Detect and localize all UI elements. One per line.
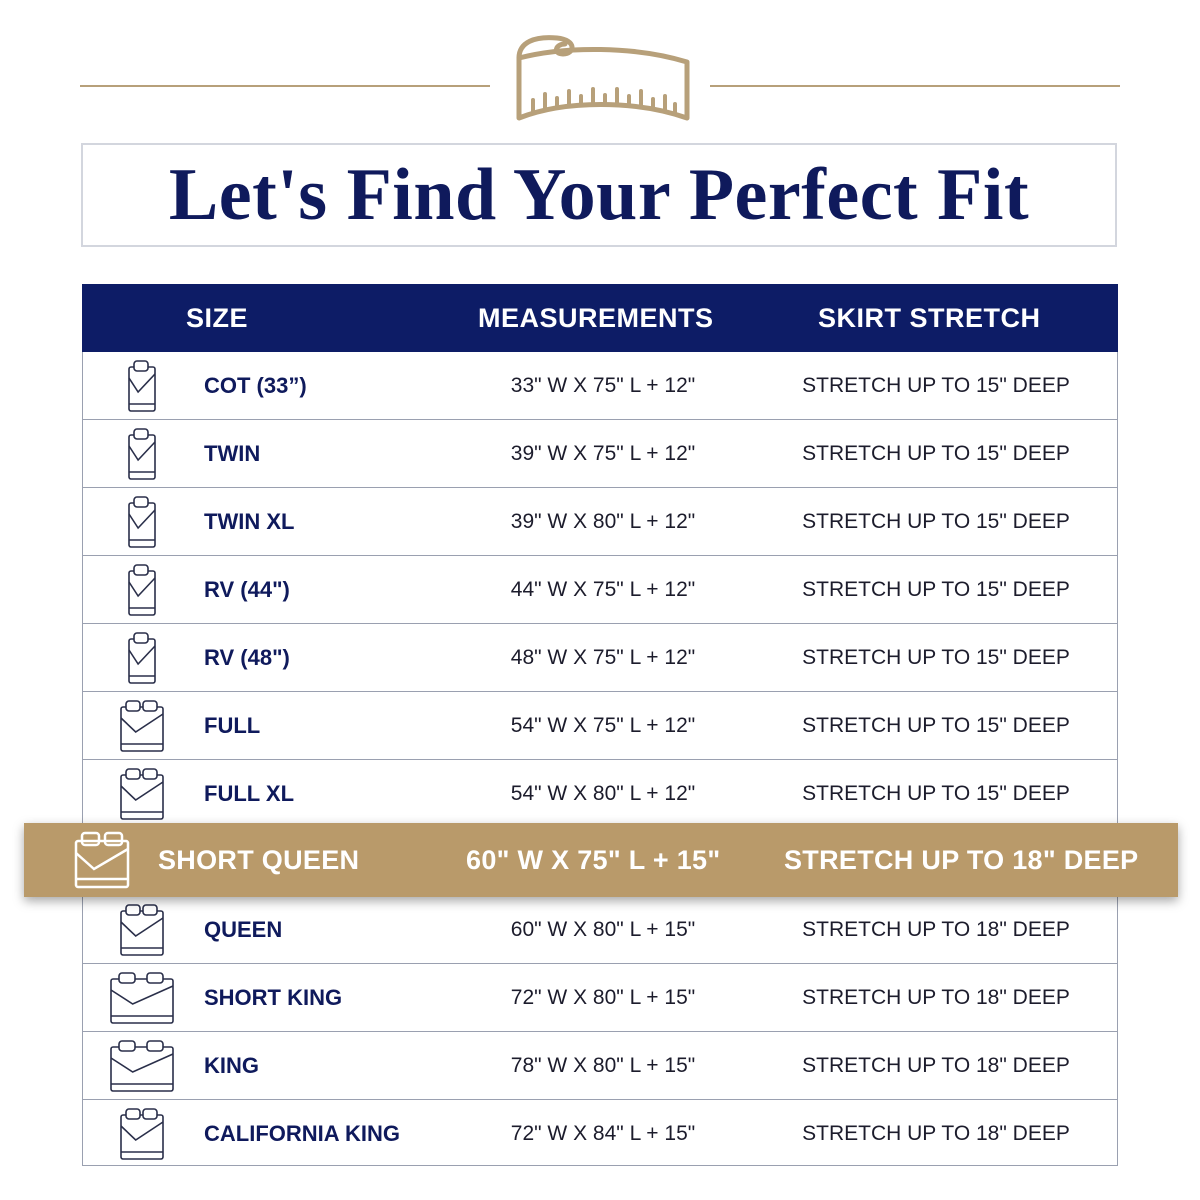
cell-size: RV (48") bbox=[204, 645, 290, 670]
single-bed-icon bbox=[103, 630, 181, 686]
cell-skirt-stretch: STRETCH UP TO 18" DEEP bbox=[802, 986, 1070, 1009]
table-row bbox=[83, 760, 1117, 828]
cell-measurements: 60" W X 80" L + 15" bbox=[510, 918, 696, 941]
title-box bbox=[81, 143, 1117, 247]
double-bed-icon bbox=[103, 766, 181, 822]
cell-size: TWIN bbox=[204, 441, 261, 466]
cell-skirt-stretch: STRETCH UP TO 15" DEEP bbox=[802, 510, 1070, 533]
cell-skirt-stretch: STRETCH UP TO 18" DEEP bbox=[802, 918, 1070, 941]
cell-size: KING bbox=[204, 1053, 259, 1078]
header-skirt-stretch: SKIRT STRETCH bbox=[818, 303, 1041, 333]
cell-size: RV (44") bbox=[204, 577, 290, 602]
table-header bbox=[82, 284, 1118, 352]
wide-bed-icon bbox=[103, 1038, 181, 1094]
cell-measurements: 72" W X 80" L + 15" bbox=[510, 986, 696, 1009]
cell-size: COT (33”) bbox=[204, 373, 307, 398]
cell-size: QUEEN bbox=[204, 917, 283, 942]
table-row bbox=[83, 1032, 1117, 1100]
table-row bbox=[83, 352, 1117, 420]
divider-left bbox=[80, 85, 490, 87]
cell-measurements: 48" W X 75" L + 12" bbox=[510, 646, 696, 669]
cell-measurements: 39" W X 75" L + 12" bbox=[510, 442, 696, 465]
page-title: Let's Find Your Perfect Fit bbox=[168, 153, 1030, 236]
cell-skirt-stretch: STRETCH UP TO 15" DEEP bbox=[802, 442, 1070, 465]
table-row bbox=[83, 488, 1117, 556]
double-bed-icon bbox=[103, 1106, 181, 1162]
cell-skirt-stretch: STRETCH UP TO 15" DEEP bbox=[802, 578, 1070, 601]
single-bed-icon bbox=[103, 426, 181, 482]
single-bed-icon bbox=[103, 562, 181, 618]
cell-size: FULL bbox=[204, 713, 261, 738]
cell-skirt-stretch: STRETCH UP TO 15" DEEP bbox=[802, 374, 1070, 397]
single-bed-icon bbox=[103, 494, 181, 550]
table-row bbox=[83, 420, 1117, 488]
cell-skirt-stretch: STRETCH UP TO 18" DEEP bbox=[802, 1122, 1070, 1145]
cell-measurements: 72" W X 84" L + 15" bbox=[510, 1122, 696, 1145]
highlight-size: SHORT QUEEN bbox=[158, 845, 360, 875]
cell-measurements: 54" W X 75" L + 12" bbox=[510, 714, 696, 737]
cell-measurements: 54" W X 80" L + 12" bbox=[510, 782, 696, 805]
single-bed-icon bbox=[103, 358, 181, 414]
cell-measurements: 39" W X 80" L + 12" bbox=[510, 510, 696, 533]
table-row bbox=[83, 556, 1117, 624]
highlight-skirt-stretch: STRETCH UP TO 18" DEEP bbox=[784, 845, 1139, 875]
highlight-measurements: 60" W X 75" L + 15" bbox=[466, 845, 721, 875]
double-bed-icon bbox=[70, 829, 134, 891]
header-size: SIZE bbox=[186, 303, 249, 333]
divider-right bbox=[710, 85, 1120, 87]
cell-size: SHORT KING bbox=[204, 985, 343, 1010]
double-bed-icon bbox=[103, 698, 181, 754]
cell-size: CALIFORNIA KING bbox=[204, 1121, 400, 1146]
measuring-tape-icon bbox=[505, 28, 695, 128]
cell-skirt-stretch: STRETCH UP TO 15" DEEP bbox=[802, 782, 1070, 805]
cell-size: TWIN XL bbox=[204, 509, 295, 534]
table-row bbox=[83, 692, 1117, 760]
table-row bbox=[83, 896, 1117, 964]
table-row bbox=[83, 624, 1117, 692]
table-row bbox=[83, 964, 1117, 1032]
cell-size: FULL XL bbox=[204, 781, 295, 806]
table-row bbox=[83, 1100, 1117, 1168]
highlighted-row-short-queen bbox=[24, 823, 1178, 897]
double-bed-icon bbox=[103, 902, 181, 958]
cell-skirt-stretch: STRETCH UP TO 15" DEEP bbox=[802, 714, 1070, 737]
wide-bed-icon bbox=[103, 970, 181, 1026]
cell-measurements: 44" W X 75" L + 12" bbox=[510, 578, 696, 601]
cell-measurements: 78" W X 80" L + 15" bbox=[510, 1054, 696, 1077]
cell-skirt-stretch: STRETCH UP TO 18" DEEP bbox=[802, 1054, 1070, 1077]
cell-measurements: 33" W X 75" L + 12" bbox=[510, 374, 696, 397]
header-measurements: MEASUREMENTS bbox=[478, 303, 714, 333]
size-table bbox=[82, 352, 1118, 1166]
cell-skirt-stretch: STRETCH UP TO 15" DEEP bbox=[802, 646, 1070, 669]
